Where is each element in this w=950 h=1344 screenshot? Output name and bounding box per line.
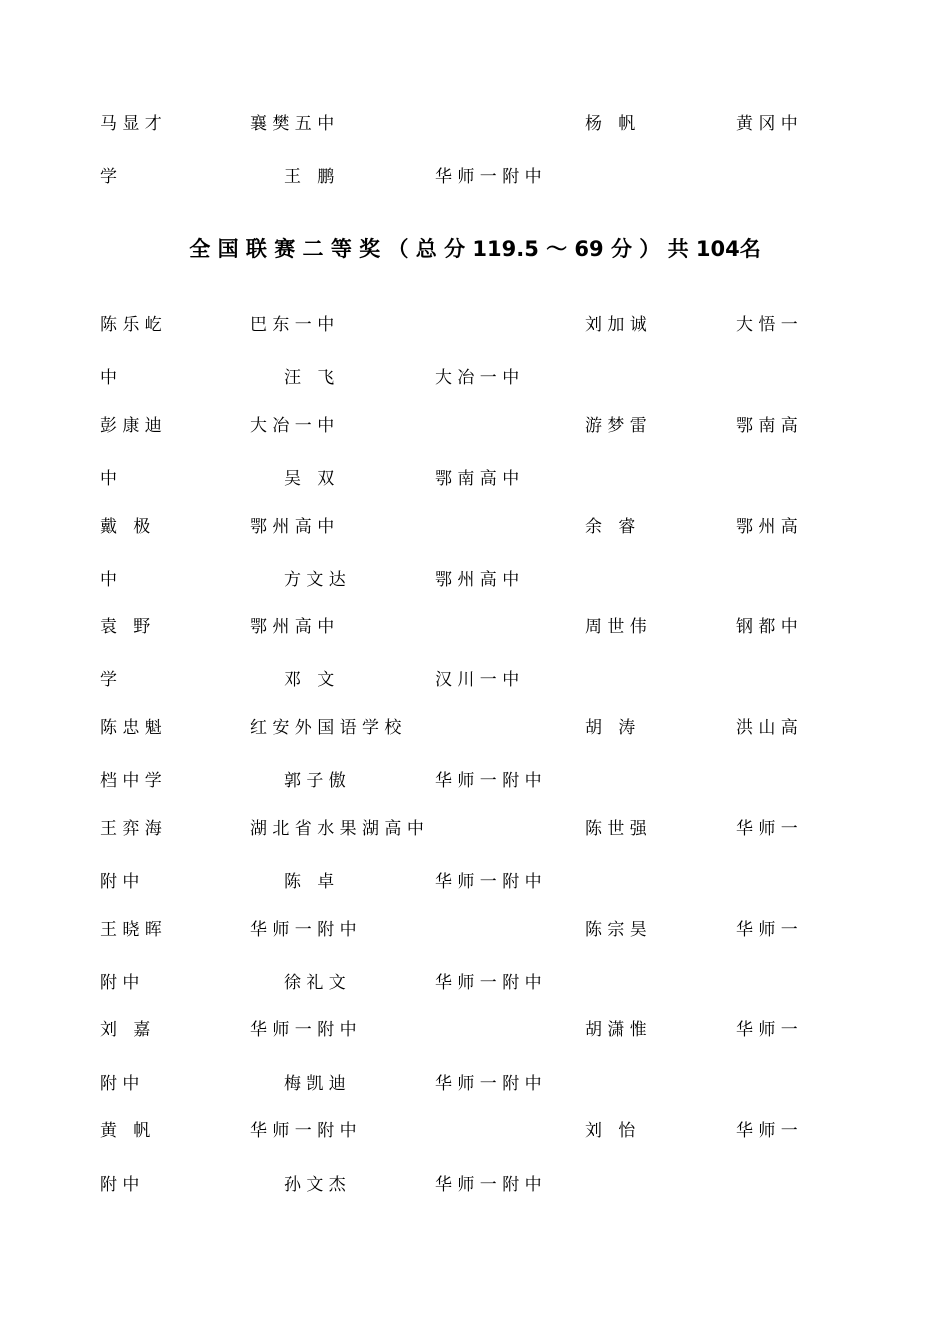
student-name: 郭 子 傲 bbox=[284, 771, 346, 791]
student-name: 胡 潇 惟 bbox=[585, 1020, 647, 1040]
school-name: 黄 冈 中 bbox=[736, 114, 798, 134]
student-name: 黄 帆 bbox=[100, 1121, 151, 1141]
student-name: 陈 乐 屹 bbox=[100, 315, 162, 335]
student-name: 马 显 才 bbox=[100, 114, 162, 134]
list-row bbox=[0, 305, 950, 345]
list-row bbox=[0, 862, 950, 902]
school-name: 华 师 一 附 中 bbox=[435, 771, 542, 791]
student-name: 孙 文 杰 bbox=[284, 1175, 346, 1195]
student-name: 汪 飞 bbox=[284, 368, 335, 388]
school-name: 大 悟 一 bbox=[736, 315, 798, 335]
school-name: 大 冶 一 中 bbox=[250, 416, 335, 436]
list-row bbox=[0, 406, 950, 446]
student-name: 王 晓 晖 bbox=[100, 920, 162, 940]
school-name: 襄 樊 五 中 bbox=[250, 114, 335, 134]
list-row bbox=[0, 157, 950, 197]
student-name: 游 梦 雷 bbox=[585, 416, 647, 436]
school-name-continued: 附 中 bbox=[100, 1074, 140, 1094]
student-name: 陈 忠 魁 bbox=[100, 718, 162, 738]
student-name: 刘 怡 bbox=[585, 1121, 636, 1141]
student-name: 杨 帆 bbox=[585, 114, 636, 134]
school-name: 鄂 州 高 中 bbox=[250, 517, 335, 537]
school-name: 汉 川 一 中 bbox=[435, 670, 520, 690]
school-name-continued: 中 bbox=[100, 368, 117, 388]
student-name: 陈 宗 昊 bbox=[585, 920, 647, 940]
list-row bbox=[0, 607, 950, 647]
school-name: 华 师 一 bbox=[736, 920, 798, 940]
list-row bbox=[0, 1111, 950, 1151]
school-name-continued: 附 中 bbox=[100, 1175, 140, 1195]
school-name-continued: 中 bbox=[100, 469, 117, 489]
school-name: 鄂 南 高 bbox=[736, 416, 798, 436]
school-name: 华 师 一 附 中 bbox=[435, 973, 542, 993]
school-name-continued: 附 中 bbox=[100, 872, 140, 892]
school-name: 鄂 州 高 中 bbox=[250, 617, 335, 637]
school-name: 大 冶 一 中 bbox=[435, 368, 520, 388]
school-name: 华 师 一 附 中 bbox=[250, 1020, 357, 1040]
list-row bbox=[0, 963, 950, 1003]
student-name: 彭 康 迪 bbox=[100, 416, 162, 436]
list-row bbox=[0, 1064, 950, 1104]
student-name: 邓 文 bbox=[284, 670, 335, 690]
list-row bbox=[0, 459, 950, 499]
school-name: 鄂 南 高 中 bbox=[435, 469, 520, 489]
school-name: 湖 北 省 水 果 湖 高 中 bbox=[250, 819, 424, 839]
school-name-continued: 档 中 学 bbox=[100, 771, 162, 791]
student-name: 刘 嘉 bbox=[100, 1020, 151, 1040]
school-name: 华 师 一 bbox=[736, 1020, 798, 1040]
school-name: 鄂 州 高 中 bbox=[435, 570, 520, 590]
student-name: 胡 涛 bbox=[585, 718, 636, 738]
list-row bbox=[0, 1165, 950, 1205]
student-name: 袁 野 bbox=[100, 617, 151, 637]
student-name: 徐 礼 文 bbox=[284, 973, 346, 993]
school-name: 华 师 一 附 中 bbox=[250, 1121, 357, 1141]
list-row bbox=[0, 507, 950, 547]
student-name: 方 文 达 bbox=[284, 570, 346, 590]
student-name: 陈 世 强 bbox=[585, 819, 647, 839]
school-name: 华 师 一 bbox=[736, 819, 798, 839]
school-name-continued: 学 bbox=[100, 670, 117, 690]
list-row bbox=[0, 761, 950, 801]
school-name: 华 师 一 附 中 bbox=[435, 872, 542, 892]
list-row bbox=[0, 809, 950, 849]
student-name: 王 弈 海 bbox=[100, 819, 162, 839]
student-name: 吴 双 bbox=[284, 469, 335, 489]
school-name: 华 师 一 附 中 bbox=[435, 1074, 542, 1094]
student-name: 戴 极 bbox=[100, 517, 151, 537]
list-row bbox=[0, 104, 950, 144]
student-name: 陈 卓 bbox=[284, 872, 335, 892]
school-name-continued: 附 中 bbox=[100, 973, 140, 993]
school-name: 钢 都 中 bbox=[736, 617, 798, 637]
school-name-continued: 中 bbox=[100, 570, 117, 590]
list-row bbox=[0, 358, 950, 398]
school-name: 红 安 外 国 语 学 校 bbox=[250, 718, 402, 738]
section-title: 全 国 联 赛 二 等 奖 （ 总 分 119.5 ～ 69 分 ） 共 104名 bbox=[189, 237, 761, 261]
student-name: 余 睿 bbox=[585, 517, 636, 537]
student-name: 周 世 伟 bbox=[585, 617, 647, 637]
student-name: 梅 凯 迪 bbox=[284, 1074, 346, 1094]
list-row bbox=[0, 910, 950, 950]
list-row bbox=[0, 1010, 950, 1050]
school-name: 洪 山 高 bbox=[736, 718, 798, 738]
school-name: 巴 东 一 中 bbox=[250, 315, 335, 335]
school-name: 华 师 一 bbox=[736, 1121, 798, 1141]
list-row bbox=[0, 560, 950, 600]
list-row bbox=[0, 708, 950, 748]
list-row bbox=[0, 660, 950, 700]
school-name: 华 师 一 附 中 bbox=[435, 167, 542, 187]
student-name: 王 鹏 bbox=[284, 167, 335, 187]
school-name: 华 师 一 附 中 bbox=[250, 920, 357, 940]
school-name: 鄂 州 高 bbox=[736, 517, 798, 537]
student-name: 刘 加 诚 bbox=[585, 315, 647, 335]
school-name: 华 师 一 附 中 bbox=[435, 1175, 542, 1195]
school-name-continued: 学 bbox=[100, 167, 117, 187]
